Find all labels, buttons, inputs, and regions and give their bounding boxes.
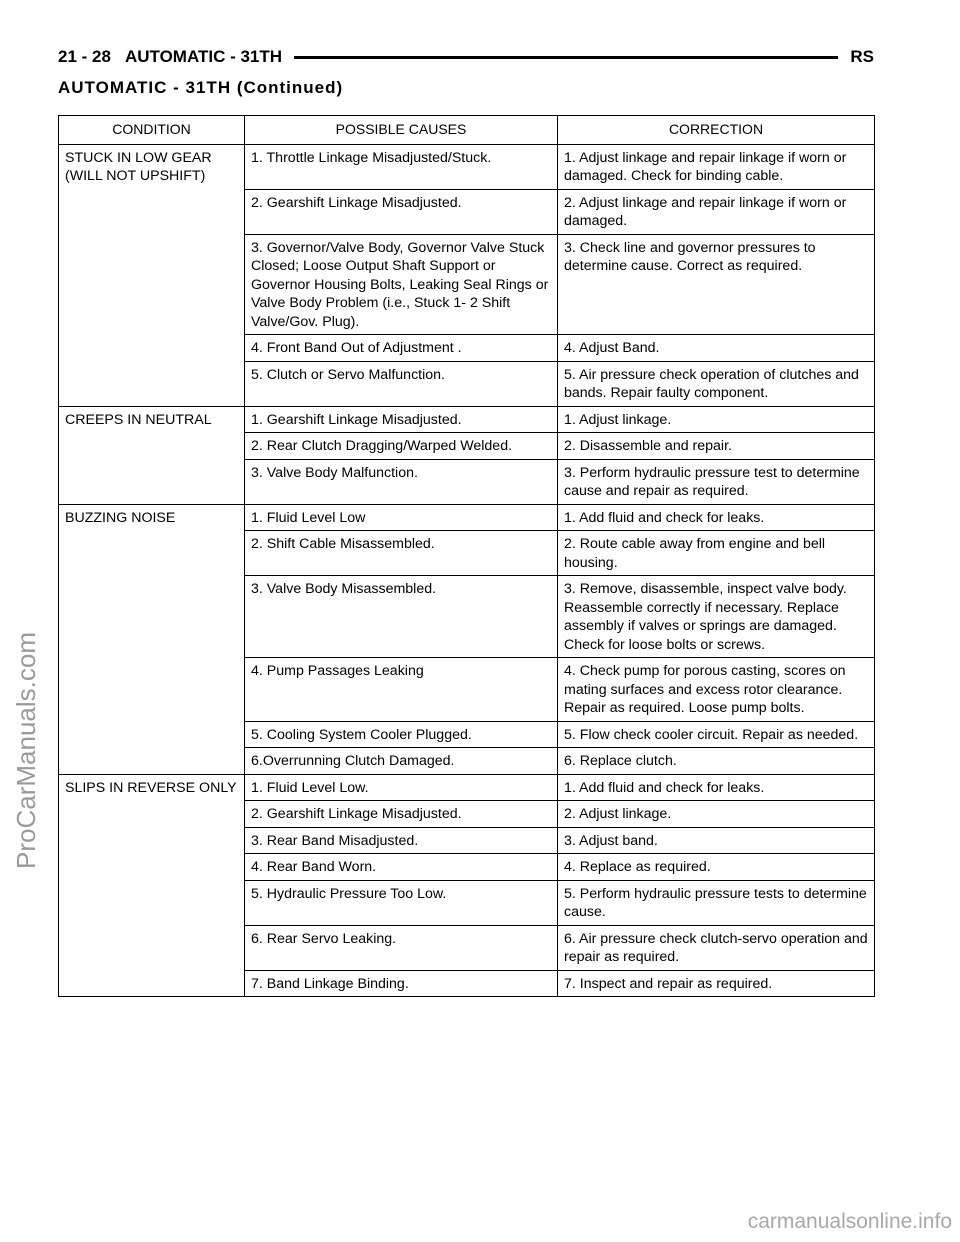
condition-cell: CREEPS IN NEUTRAL: [59, 406, 245, 504]
condition-cell: STUCK IN LOW GEAR (WILL NOT UPSHIFT): [59, 144, 245, 406]
column-header-condition: CONDITION: [59, 116, 245, 145]
cause-cell: 1. Fluid Level Low.: [245, 774, 558, 801]
cause-cell: 3. Rear Band Misadjusted.: [245, 827, 558, 854]
diagnosis-table: [58, 115, 875, 997]
cause-cell: 1. Throttle Linkage Misadjusted/Stuck.: [245, 144, 558, 189]
column-header-correction: CORRECTION: [558, 116, 875, 145]
cause-cell: 5. Cooling System Cooler Plugged.: [245, 721, 558, 748]
cause-cell: 3. Valve Body Malfunction.: [245, 459, 558, 504]
correction-cell: 1. Adjust linkage and repair linkage if worn or damaged. Check for binding cable.: [558, 144, 875, 189]
cause-cell: 5. Clutch or Servo Malfunction.: [245, 361, 558, 406]
correction-cell: 1. Adjust linkage.: [558, 406, 875, 433]
correction-cell: 2. Adjust linkage and repair linkage if worn or damaged.: [558, 189, 875, 234]
cause-cell: 3. Valve Body Misassembled.: [245, 576, 558, 658]
correction-cell: 5. Air pressure check operation of clutches and bands. Repair faulty component.: [558, 361, 875, 406]
table-row: [59, 406, 875, 433]
condition-cell: BUZZING NOISE: [59, 504, 245, 774]
cause-cell: 5. Hydraulic Pressure Too Low.: [245, 880, 558, 925]
cause-cell: 2. Gearshift Linkage Misadjusted.: [245, 189, 558, 234]
correction-cell: 7. Inspect and repair as required.: [558, 970, 875, 997]
table-header-row: [59, 116, 875, 145]
correction-cell: 5. Flow check cooler circuit. Repair as needed.: [558, 721, 875, 748]
table-body: [59, 144, 875, 997]
cause-cell: 1. Fluid Level Low: [245, 504, 558, 531]
table-row: [59, 144, 875, 189]
correction-cell: 6. Replace clutch.: [558, 748, 875, 775]
cause-cell: 4. Pump Passages Leaking: [245, 658, 558, 722]
table-row: [59, 774, 875, 801]
correction-cell: 3. Perform hydraulic pressure test to determine cause and repair as required.: [558, 459, 875, 504]
cause-cell: 2. Rear Clutch Dragging/Warped Welded.: [245, 433, 558, 460]
cause-cell: 2. Shift Cable Misassembled.: [245, 531, 558, 576]
correction-cell: 3. Adjust band.: [558, 827, 875, 854]
header-rule: [294, 56, 838, 59]
side-watermark-text: ProCarManuals.com: [10, 631, 41, 869]
cause-cell: 6. Rear Servo Leaking.: [245, 925, 558, 970]
cause-cell: 4. Rear Band Worn.: [245, 854, 558, 881]
model-code: RS: [850, 47, 874, 66]
cause-cell: 3. Governor/Valve Body, Governor Valve Stuck Closed; Loose Output Shaft Support or Governor Housing Bolts, Leaking Seal Rings or Valve Body Problem (i.e., Stuck 1- 2 Shift Valve/Gov. Plug).: [245, 234, 558, 335]
correction-cell: 5. Perform hydraulic pressure tests to determine cause.: [558, 880, 875, 925]
cause-cell: 4. Front Band Out of Adjustment .: [245, 335, 558, 362]
cause-cell: 7. Band Linkage Binding.: [245, 970, 558, 997]
correction-cell: 2. Disassemble and repair.: [558, 433, 875, 460]
side-watermark: [6, 520, 46, 980]
correction-cell: 3. Check line and governor pressures to determine cause. Correct as required.: [558, 234, 875, 335]
column-header-causes: POSSIBLE CAUSES: [245, 116, 558, 145]
cause-cell: 1. Gearshift Linkage Misadjusted.: [245, 406, 558, 433]
correction-cell: 4. Check pump for porous casting, scores on mating surfaces and excess rotor clearance. Repair as required. Loose pump bolts.: [558, 658, 875, 722]
section-title: AUTOMATIC - 31TH: [124, 47, 283, 66]
page-subtitle: AUTOMATIC - 31TH (Continued): [58, 78, 344, 97]
cause-cell: 6.Overrunning Clutch Damaged.: [245, 748, 558, 775]
correction-cell: 6. Air pressure check clutch-servo operation and repair as required.: [558, 925, 875, 970]
cause-cell: 2. Gearshift Linkage Misadjusted.: [245, 801, 558, 828]
page-header: [58, 44, 874, 70]
correction-cell: 1. Add fluid and check for leaks.: [558, 774, 875, 801]
correction-cell: 1. Add fluid and check for leaks.: [558, 504, 875, 531]
bottom-watermark: carmanualsonline.info: [747, 1210, 952, 1233]
correction-cell: 4. Adjust Band.: [558, 335, 875, 362]
correction-cell: 4. Replace as required.: [558, 854, 875, 881]
correction-cell: 3. Remove, disassemble, inspect valve body. Reassemble correctly if necessary. Replace assembly if valves or springs are damaged. Check for loose bolts or screws.: [558, 576, 875, 658]
condition-cell: SLIPS IN REVERSE ONLY: [59, 774, 245, 997]
page-number: 21 - 28: [58, 47, 111, 66]
correction-cell: 2. Adjust linkage.: [558, 801, 875, 828]
correction-cell: 2. Route cable away from engine and bell housing.: [558, 531, 875, 576]
table-row: [59, 504, 875, 531]
